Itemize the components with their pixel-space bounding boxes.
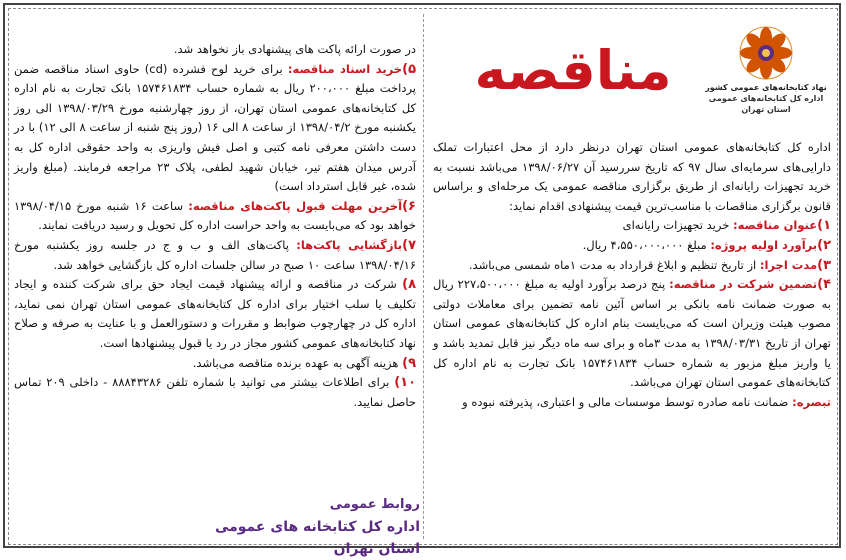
right-column [433, 14, 831, 540]
list-item: ۱۰) برای اطلاعات بیشتر می توانید با شماره تلفن ۸۸۸۴۳۲۸۶ - داخلی ۲۰۹ تماس حاصل نمایید. [14, 375, 417, 409]
flower-logo-icon [737, 24, 795, 82]
header [433, 14, 831, 138]
list-item: ۶)آخرین مهلت قبول پاکت‌های مناقصه: ساعت ۱۶ شنبه مورخ ۱۳۹۸/۰۴/۱۵ خواهد بود که می‌بایست به واحد حراست اداره کل تحویل و رسید دریافت نمایند. [14, 198, 416, 233]
list-item: ۲)برآورد اولیه پروژه: مبلغ ۴،۵۵۰،۰۰۰،۰۰۰ ریال. [582, 237, 831, 253]
list-item: تبصره: ضمانت نامه صادره توسط موسسات مالی و اعتباری، پذیرفته نبوده و [462, 394, 831, 409]
list-item: ۴)تضمین شرکت در مناقصه: پنج درصد برآورد اولیه به مبلغ ۲۲۷،۵۰۰،۰۰۰ ریال به صورت ضمانت نامه بانکی بر اساس آئین نامه تضمین برای معاملات دولتی مصوب هیئت وزیران است که می‌بایست بنام اداره کل کتابخانه‌های عمومی استان تهران از تاریخ ۱۳۹۸/۰۳/۳۱ به مدت ۳ماه و برای سه ماه دیگر نیز قابل تمدید باشد و یا واریز مبلغ مزبور به شماره حساب ۱۵۷۴۶۱۸۳۴ بانک تجارت به نام اداره کل کتابخانه‌های عمومی استان تهران می‌باشد. [433, 277, 832, 390]
list-item: ۵)خرید اسناد مناقصه: برای خرید لوح فشرده (cd) حاوی اسناد مناقصه ضمن پرداخت مبلغ ۲۰۰،۰۰۰ ریال به شماره حساب ۱۵۷۴۶۱۸۳۴ بانک تجارت به نام اداره کل کتابخانه‌های عمومی استان تهران، از روز چهارشنبه مورخ ۱۳۹۸/۰۳/۲۹ الی روز یکشنبه مورخ ۱۳۹۸/۰۴/۲ از ساعت ۸ الی ۱۶ (روز پنج شنبه از ساعت ۸ الی ۱۲) با در دست داشتن معرفی نامه کتبی و اصل فیش واریزی به واحد حقوقی اداره کل به آدرس میدان هفتم تیر، خیابان شهید لطفی، پلاک ۲۳ مراجعه فرمایند. (مبلغ واریز شده، غیر قابل استرداد است) [14, 61, 416, 194]
list-item: ۸) شرکت در مناقصه و ارائه پیشنهاد قیمت ایجاد حق برای شرکت کننده و ایجاد تکلیف یا سلب اختیار برای اداره کل کتابخانه‌های عمومی استان تهران نمی نماید، اداره کل در چهارچوب ضوابط و مقررات و دستورالعمل و با عنایت به صرفه و صلاح نهاد کتابخانه‌های عمومی کشور مجاز در رد یا قبول پیشنهادها است. [14, 277, 416, 350]
organization-logo [705, 24, 827, 134]
column-divider [423, 14, 424, 539]
left-column [14, 40, 416, 480]
logo-caption: نهاد کتابخانه‌های عمومی کشور [705, 83, 827, 92]
footer-public-relations: روابط عمومی [329, 497, 420, 512]
list-item: ۷)بازگشایی پاکت‌ها: پاکت‌های الف و ب و ج در جلسه روز یکشنبه مورخ ۱۳۹۸/۰۴/۱۶ ساعت ۱۰ صبح در سالن جلسات اداره کل بازگشایی خواهد شد. [14, 237, 416, 272]
footer-signature [20, 494, 420, 560]
page-title: مناقصه [474, 39, 672, 102]
list-item: ۱)عنوان مناقصه: خرید تجهیزات رایانه‌ای [622, 218, 831, 234]
list-item: در صورت ارائه پاکت های پیشنهادی باز نخواهد شد. [173, 42, 416, 56]
list-item: ۹) هزینه آگهی به عهده برنده مناقصه می‌باشد. [192, 355, 416, 371]
items-right [433, 216, 831, 412]
list-item: ۳)مدت اجرا: از تاریخ تنظیم و ابلاغ قرارداد به مدت ۱ماه شمسی می‌باشد. [468, 257, 831, 273]
intro-paragraph: اداره کل کتابخانه‌های عمومی استان تهران درنظر دارد از محل اعتبارات تملک دارایی‌های سرمایه‌ای سال ۹۷ که تاریخ سررسید آن ۱۳۹۸/۰۶/۲۷ می‌باشد نسبت به خرید تجهیزات رایانه‌ای از طریق برگزاری مناقصه عمومی یک مرحله‌ای و براساس قانون برگزاری مناقصات با مناسب‌ترین قیمت پیشنهادی اقدام نماید: [433, 140, 831, 213]
logo-organization: اداره کل کتابخانه‌های عمومی استان تهران [708, 94, 824, 114]
footer-organization: اداره کل کتابخانه های عمومی استان تهران [214, 519, 420, 557]
